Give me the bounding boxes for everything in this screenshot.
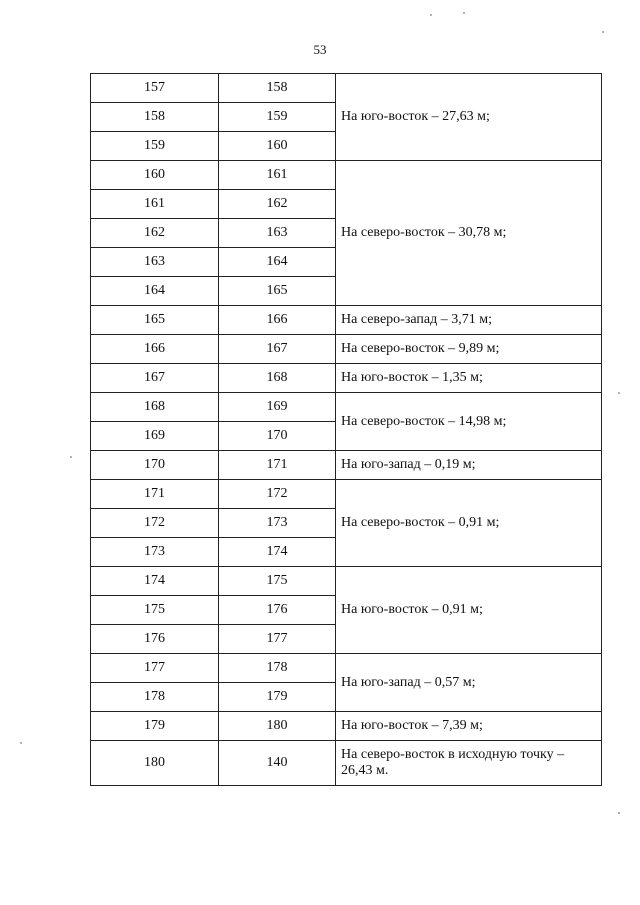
end-point-cell: 173 [219, 509, 336, 538]
end-point-cell: 171 [219, 451, 336, 480]
boundary-table [90, 73, 602, 786]
start-point-cell: 176 [91, 625, 219, 654]
table-row [91, 335, 602, 364]
end-point-cell: 164 [219, 248, 336, 277]
start-point-cell: 168 [91, 393, 219, 422]
end-point-cell: 178 [219, 654, 336, 683]
page-number: 53 [313, 42, 327, 57]
scan-speck [463, 12, 465, 14]
end-point-cell: 175 [219, 567, 336, 596]
start-point-cell: 177 [91, 654, 219, 683]
start-point-cell: 178 [91, 683, 219, 712]
end-point-cell: 168 [219, 364, 336, 393]
table-row [91, 161, 602, 190]
start-point-cell: 179 [91, 712, 219, 741]
start-point-cell: 171 [91, 480, 219, 509]
table-row [91, 451, 602, 480]
table-row [91, 480, 602, 509]
start-point-cell: 159 [91, 132, 219, 161]
scan-speck [618, 392, 620, 394]
start-point-cell: 166 [91, 335, 219, 364]
end-point-cell: 166 [219, 306, 336, 335]
end-point-cell: 180 [219, 712, 336, 741]
direction-cell: На северо-восток – 9,89 м; [336, 335, 602, 364]
direction-cell: На юго-запад – 0,57 м; [336, 654, 602, 712]
start-point-cell: 165 [91, 306, 219, 335]
direction-cell: На юго-восток – 1,35 м; [336, 364, 602, 393]
start-point-cell: 174 [91, 567, 219, 596]
start-point-cell: 163 [91, 248, 219, 277]
direction-cell: На северо-запад – 3,71 м; [336, 306, 602, 335]
end-point-cell: 165 [219, 277, 336, 306]
end-point-cell: 177 [219, 625, 336, 654]
direction-cell: На юго-восток – 0,91 м; [336, 567, 602, 654]
direction-cell: На северо-восток – 0,91 м; [336, 480, 602, 567]
start-point-cell: 175 [91, 596, 219, 625]
direction-cell: На юго-восток – 27,63 м; [336, 74, 602, 161]
scan-speck [602, 31, 604, 33]
direction-cell: На юго-запад – 0,19 м; [336, 451, 602, 480]
end-point-cell: 163 [219, 219, 336, 248]
boundary-table-body [91, 74, 602, 786]
scan-speck [70, 456, 72, 458]
start-point-cell: 180 [91, 741, 219, 786]
direction-cell: На северо-восток в исходную точку – 26,43 м. [336, 741, 602, 786]
table-row [91, 364, 602, 393]
scan-speck [618, 812, 620, 814]
scan-speck [20, 742, 22, 744]
end-point-cell: 140 [219, 741, 336, 786]
start-point-cell: 160 [91, 161, 219, 190]
start-point-cell: 157 [91, 74, 219, 103]
direction-cell: На северо-восток – 30,78 м; [336, 161, 602, 306]
end-point-cell: 167 [219, 335, 336, 364]
end-point-cell: 158 [219, 74, 336, 103]
direction-cell: На северо-восток – 14,98 м; [336, 393, 602, 451]
end-point-cell: 161 [219, 161, 336, 190]
start-point-cell: 167 [91, 364, 219, 393]
scan-speck [430, 14, 432, 16]
table-row [91, 712, 602, 741]
table-row [91, 74, 602, 103]
table-row [91, 741, 602, 786]
start-point-cell: 162 [91, 219, 219, 248]
end-point-cell: 162 [219, 190, 336, 219]
table-row [91, 393, 602, 422]
end-point-cell: 174 [219, 538, 336, 567]
table-row [91, 567, 602, 596]
start-point-cell: 169 [91, 422, 219, 451]
end-point-cell: 176 [219, 596, 336, 625]
end-point-cell: 169 [219, 393, 336, 422]
table-row [91, 654, 602, 683]
start-point-cell: 161 [91, 190, 219, 219]
start-point-cell: 164 [91, 277, 219, 306]
start-point-cell: 173 [91, 538, 219, 567]
start-point-cell: 158 [91, 103, 219, 132]
end-point-cell: 172 [219, 480, 336, 509]
start-point-cell: 172 [91, 509, 219, 538]
table-row [91, 306, 602, 335]
end-point-cell: 170 [219, 422, 336, 451]
direction-cell: На юго-восток – 7,39 м; [336, 712, 602, 741]
end-point-cell: 179 [219, 683, 336, 712]
start-point-cell: 170 [91, 451, 219, 480]
end-point-cell: 160 [219, 132, 336, 161]
end-point-cell: 159 [219, 103, 336, 132]
